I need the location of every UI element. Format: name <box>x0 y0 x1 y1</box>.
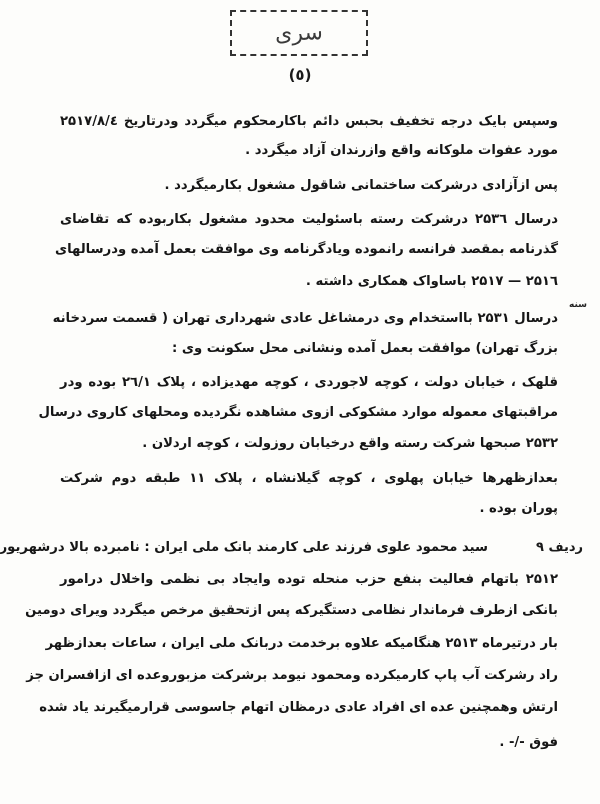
text-line: مورد عفوات ملوکانه واقع وازرندان آزاد میگردد . <box>245 143 558 158</box>
text-line: راد رشرکت آب پاپ کارمیکرده ومحمود نیومد برشرکت مزبوروعده ای ازافسران جز <box>26 668 558 683</box>
text-line: بانکی ازطرف فرماندار نظامی دستگیرکه پس ازتحقیق مرخص میگردد ویرای دومین <box>25 603 558 618</box>
text-line: ۲۵۳۲ صبحها شرکت رسته واقع درخیابان روزولت ، کوچه اردلان . <box>142 436 558 451</box>
stamp-text: سری <box>274 19 324 47</box>
text-line: پوران بوده . <box>479 501 558 516</box>
text-line: پس ازآزادی درشرکت ساختمانی شاقول مشغول بکارمیگردد . <box>164 178 558 193</box>
text-line: بعدازظهرها خیابان پهلوی ، کوچه گیلانشاه ، پلاک ۱۱ طبقه دوم شرکت <box>60 471 558 486</box>
page-number: (٥) <box>288 66 312 84</box>
text-line: مراقبتهای معموله موارد مشکوکی ازوی مشاهده نگردیده ومحلهای کاروی درسال <box>38 405 558 420</box>
row-label: ردیف ۹ <box>536 540 583 555</box>
text-line: بزرگ تهران) موافقت بعمل آمده ونشانی محل سکونت وی : <box>172 341 558 356</box>
text-line: ۲۵۱۲ باتهام فعالیت بنفع حزب منحله توده وایجاد بی نظمی واخلال درامور <box>60 572 558 587</box>
text-line: ۲۵۱٦ — ۲۵۱۷ باساواک همکاری داشته . <box>305 274 558 289</box>
text-line: وسپس بایک درجه تخفیف بحبس دائم باکارمحکوم میگردد ودرتاریخ ۲۵۱۷/۸/٤ <box>60 114 558 129</box>
classification-stamp <box>230 10 368 56</box>
text-line: بار درتیرماه ۲۵۱۳ هنگامیکه علاوه برخدمت دربانک ملی ایران ، ساعات بعدازظهر <box>45 636 558 651</box>
text-line: قلهک ، خیابان دولت ، کوچه لاجوردی ، کوچه مهدیزاده ، پلاک ۲٦/۱ بوده ودر <box>60 375 558 390</box>
text-line: درسال ۲۵۳۱ بااستخدام وی درمشاغل عادی شهرداری تهران ( قسمت سردخانه <box>52 311 558 326</box>
margin-note: سنه <box>569 300 587 310</box>
text-line: گذرنامه بمقصد فرانسه رانموده ویادگرنامه وی موافقت بعمل آمده ودرسالهای <box>54 242 558 257</box>
text-line: سید محمود علوی فرزند علی کارمند بانک ملی ایران : نامبرده بالا درشهریور <box>0 540 488 555</box>
text-line: فوق -/- . <box>499 735 558 750</box>
text-line: ارتش وهمچنین عده ای افراد عادی درمظان اتهام جاسوسی قرارمیگیرند یاد شده <box>39 700 558 715</box>
text-line: درسال ۲۵۳٦ درشرکت رسته باسئولیت محدود مشغول بکاربوده که تقاضای <box>60 212 558 227</box>
